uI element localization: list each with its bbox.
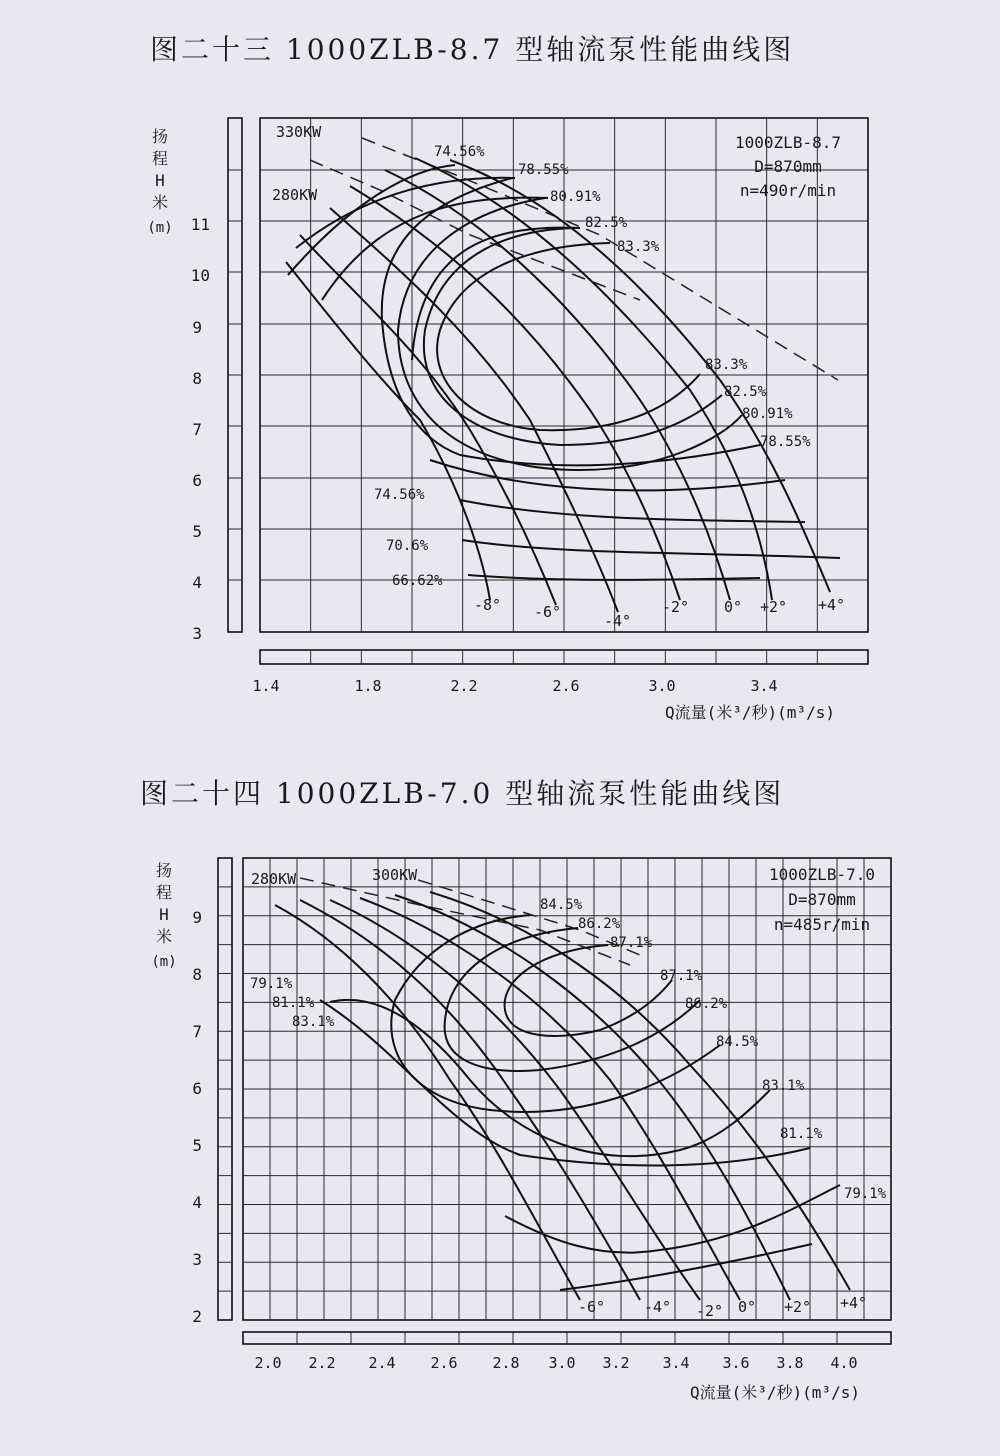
chart2-title: 图二十四 1000ZLB-7.0 型轴流泵性能曲线图: [140, 777, 785, 810]
chart2-ytick: 2: [192, 1307, 202, 1326]
chart1-eff-label: 78.55%: [760, 434, 811, 450]
chart1-eff-contour-74: [288, 165, 455, 275]
chart1-xlabel: Q流量(米³/秒)(m³/s): [665, 703, 835, 722]
chart2-info-model: 1000ZLB-7.0: [769, 865, 875, 884]
chart1-xtick: 1.4: [252, 677, 280, 695]
chart2-power-label: 300KW: [372, 866, 418, 884]
chart2-xtick: 2.4: [368, 1354, 396, 1372]
chart1-eff-contour-82-loop: [424, 228, 722, 445]
chart1-power-label: 330KW: [276, 123, 322, 141]
chart1-eff-label: 70.6%: [386, 538, 429, 554]
chart1-eff-label: 83.3%: [705, 357, 748, 373]
chart2-xtick: 2.8: [492, 1354, 520, 1372]
chart1-ylabel: H: [155, 171, 165, 190]
chart1-ytick: 11: [190, 215, 210, 234]
chart1-blade-label: +4°: [818, 596, 846, 614]
chart2: [151, 858, 891, 1402]
chart1-ytick: 6: [192, 471, 202, 490]
chart2-power-label: 280KW: [251, 870, 297, 888]
chart1-eff-label: 83.3%: [617, 239, 660, 255]
chart1-ytick: 4: [192, 573, 202, 592]
chart1-ytick: 3: [192, 624, 202, 643]
chart2-xtick: 2.2: [308, 1354, 336, 1372]
chart1-ytick: 7: [192, 420, 202, 439]
chart2-xtick: 3.0: [548, 1354, 576, 1372]
chart1-ylabel: (m): [147, 220, 173, 236]
chart1-blade-line-0: [385, 170, 730, 600]
chart1-blade-label: +2°: [760, 598, 788, 616]
chart1-eff-contour-83-loop: [437, 243, 700, 430]
chart1-eff-label: 80.91%: [550, 189, 601, 205]
chart2-info-diameter: D=870mm: [788, 890, 856, 909]
chart2-eff-label: 84.5%: [540, 897, 583, 913]
chart2-ylabel: H: [159, 905, 169, 924]
chart1-ytick: 9: [192, 318, 202, 337]
chart2-eff-label: 86.2%: [578, 916, 621, 932]
chart1-ytick: 10: [190, 266, 210, 285]
chart1-xtick: 1.8: [354, 677, 382, 695]
chart2-blade-label: 0°: [738, 1298, 757, 1316]
chart2-blade-line-plus2: [395, 895, 790, 1300]
chart1-ytick: 5: [192, 522, 202, 541]
chart2-eff-label: 79.1%: [250, 976, 293, 992]
chart2-xlabel: Q流量(米³/秒)(m³/s): [690, 1383, 860, 1402]
chart2-ylabel: 米: [155, 927, 173, 946]
chart2-eff-label: 87.1%: [660, 968, 703, 984]
chart2-eff-contour-79: [505, 1185, 840, 1253]
chart1-blade-label: -4°: [604, 612, 632, 630]
chart1-eff-label: 74.56%: [374, 487, 425, 503]
chart1-xtick: 3.0: [648, 677, 676, 695]
chart1-info-diameter: D=870mm: [754, 157, 822, 176]
chart2-ytick: 7: [192, 1022, 202, 1041]
chart2-ytick: 6: [192, 1079, 202, 1098]
chart2-xtick: 3.8: [776, 1354, 804, 1372]
chart2-ytick: 8: [192, 965, 202, 984]
chart1-eff-label: 82.5%: [724, 384, 767, 400]
chart1-blade-label: -8°: [474, 596, 502, 614]
chart2-eff-label: 81.1%: [780, 1126, 823, 1142]
chart2-xtick: 3.4: [662, 1354, 690, 1372]
chart2-eff-label: 84.5%: [716, 1034, 759, 1050]
chart1-eff-label: 78.55%: [518, 162, 569, 178]
chart2-eff-label: 83.1%: [762, 1078, 805, 1094]
chart2-ytick: 5: [192, 1136, 202, 1155]
chart1-eff-contour-70: [462, 540, 840, 558]
chart2-xtick: 2.6: [430, 1354, 458, 1372]
chart2-eff-label: 81.1%: [272, 995, 315, 1011]
chart1-xtick: 2.6: [552, 677, 580, 695]
chart2-xtick: 3.2: [602, 1354, 630, 1372]
chart2-blade-label: -4°: [644, 1298, 672, 1316]
chart1-xtick: 2.2: [450, 677, 478, 695]
chart1-power-label: 280KW: [272, 186, 318, 204]
chart1-info-speed: n=490r/min: [739, 181, 837, 200]
chart1-eff-label: 82.5%: [585, 215, 628, 231]
chart2-blade-label: -2°: [696, 1302, 724, 1320]
chart2-ylabel: (m): [151, 954, 177, 970]
chart1-title: 图二十三 1000ZLB-8.7 型轴流泵性能曲线图: [150, 33, 795, 66]
chart2-xtick: 4.0: [830, 1354, 858, 1372]
chart2-info-speed: n=485r/min: [773, 915, 871, 934]
chart1-eff-label: 66.62%: [392, 573, 443, 589]
chart1-ylabel: 程: [151, 149, 169, 168]
chart1-eff-label: 80.91%: [742, 406, 793, 422]
chart1-xtick: 3.4: [750, 677, 778, 695]
chart1-ylabel: 米: [151, 193, 169, 212]
chart2-eff-label: 86.2%: [685, 996, 728, 1012]
chart2-blade-label: +4°: [840, 1294, 868, 1312]
chart1-eff-label: 74.56%: [434, 144, 485, 160]
chart2-blade-label: -6°: [578, 1298, 606, 1316]
chart1-blade-label: -6°: [534, 603, 562, 621]
chart2-ylabel: 程: [155, 883, 173, 902]
chart2-xtick: 3.6: [722, 1354, 750, 1372]
chart2-ytick: 4: [192, 1193, 202, 1212]
chart2-eff-label: 87.1%: [610, 935, 653, 951]
chart1-blade-label: 0°: [724, 598, 743, 616]
chart1-ylabel: 扬: [151, 127, 169, 146]
chart2-blade-label: +2°: [784, 1298, 812, 1316]
chart2-ytick: 9: [192, 908, 202, 927]
chart2-eff-contour-87: [505, 945, 672, 1036]
chart1-blade-label: -2°: [662, 598, 690, 616]
chart2-xtick: 2.0: [254, 1354, 282, 1372]
chart1-blade-line-plus4: [450, 160, 830, 592]
chart2-eff-label: 83.1%: [292, 1014, 335, 1030]
chart2-ylabel: 扬: [155, 861, 173, 880]
chart2-eff-label: 79.1%: [844, 1186, 887, 1202]
chart1-ytick: 8: [192, 369, 202, 388]
chart1: [147, 118, 868, 722]
chart2-eff-contour-81: [320, 1000, 810, 1165]
chart1-info-model: 1000ZLB-8.7: [735, 133, 841, 152]
chart2-ytick: 3: [192, 1250, 202, 1269]
chart2-blade-line-minus2: [330, 900, 700, 1300]
